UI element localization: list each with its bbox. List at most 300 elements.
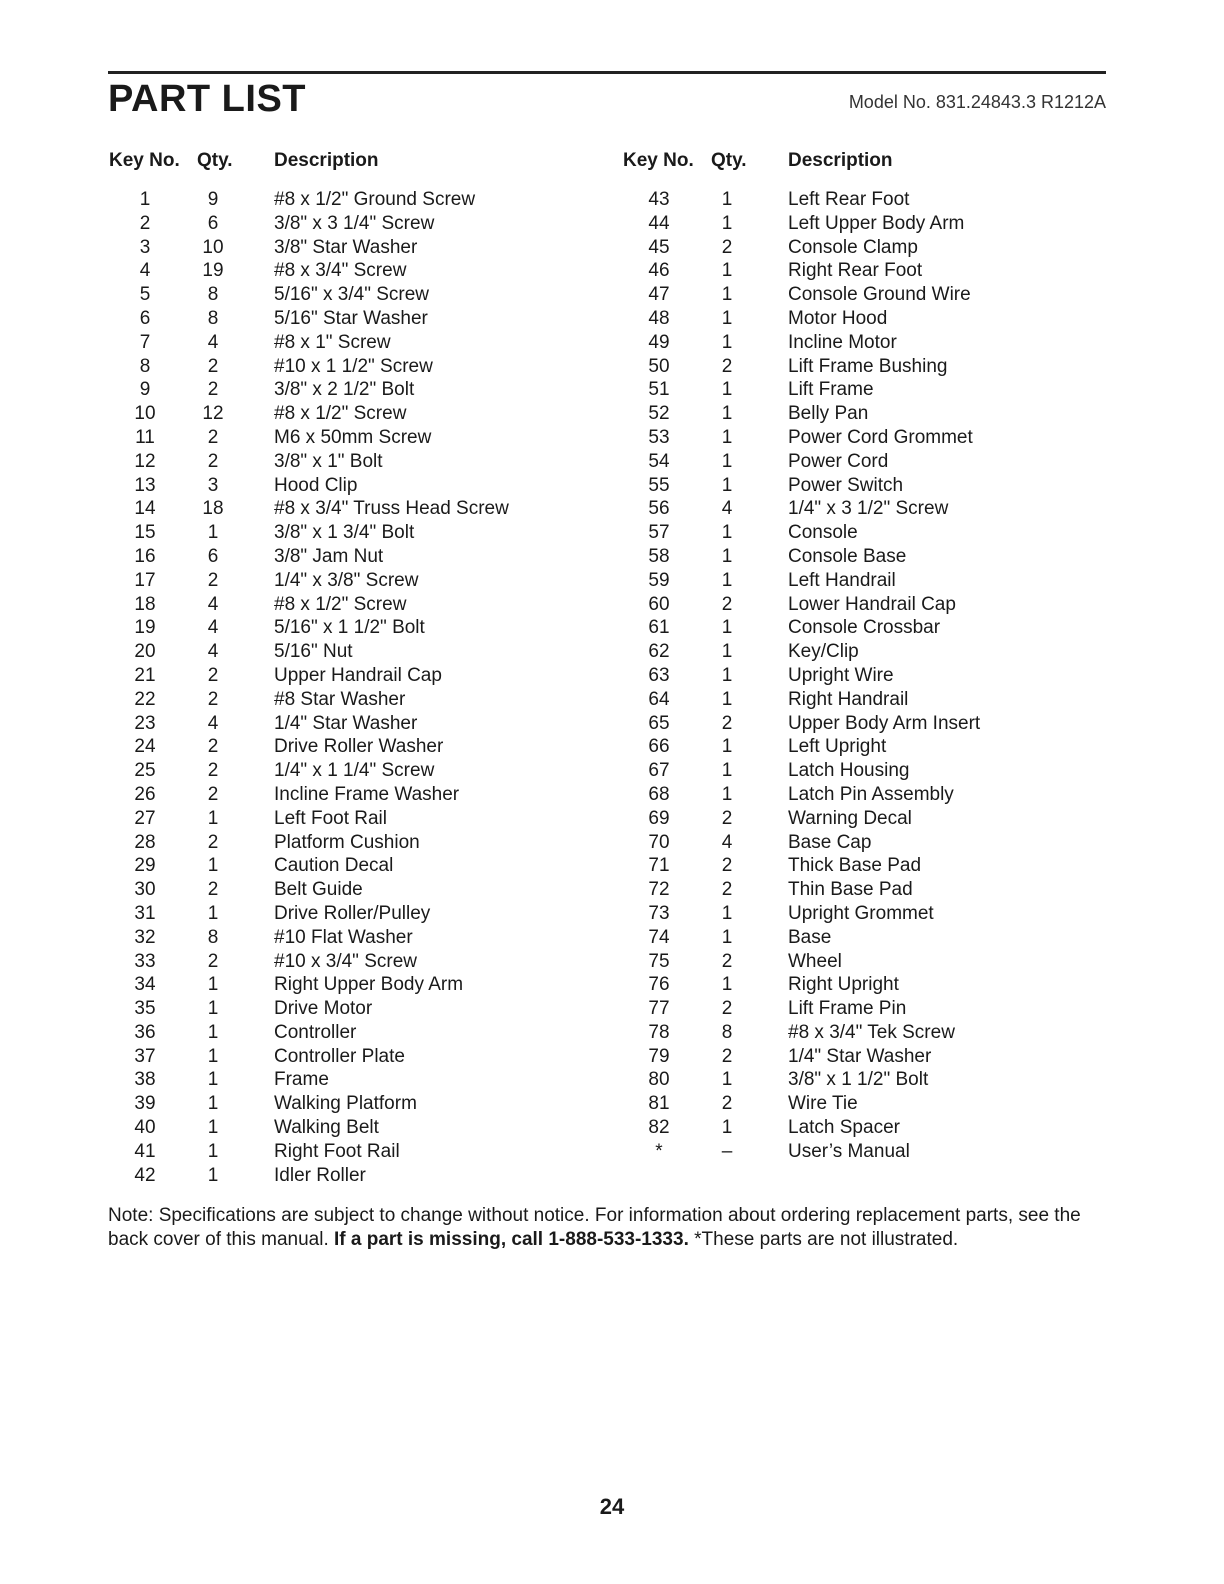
note [108, 1204, 1108, 1252]
part-key-number: 1 [139, 189, 151, 210]
part-row [629, 759, 1089, 783]
part-row [115, 640, 575, 664]
part-description: User’s Manual [788, 1140, 910, 1162]
part-key-number: 23 [134, 712, 156, 734]
part-description: Drive Roller Washer [274, 736, 444, 758]
part-row [115, 259, 575, 283]
part-description: #8 x 3/4" Tek Screw [788, 1021, 955, 1043]
part-description: #10 Flat Washer [274, 926, 413, 948]
part-row [629, 521, 1089, 545]
part-qty: 1 [207, 855, 219, 877]
part-description: Caution Decal [274, 855, 394, 877]
part-description: Walking Platform [274, 1093, 417, 1115]
part-key-number: 22 [134, 688, 156, 710]
part-key-number: 27 [134, 807, 156, 829]
part-row [629, 688, 1089, 712]
right-header-key: Key No. [623, 150, 694, 171]
part-description: Warning Decal [788, 807, 912, 829]
part-description: Hood Clip [274, 474, 358, 496]
part-key-number: 41 [134, 1140, 156, 1162]
part-description: 3/8" x 2 1/2" Bolt [274, 379, 415, 401]
part-description: Controller [274, 1021, 357, 1043]
part-qty: 1 [721, 284, 733, 306]
part-row [115, 1164, 575, 1188]
part-qty: 2 [207, 783, 219, 805]
part-key-number: 10 [134, 403, 156, 425]
part-key-number: 33 [134, 950, 156, 972]
part-qty: 2 [207, 831, 219, 853]
part-row [629, 640, 1089, 664]
part-row [115, 1140, 575, 1164]
part-key-number: 11 [135, 426, 155, 448]
right-header-qty: Qty. [711, 150, 747, 171]
part-qty: 1 [721, 1117, 733, 1139]
part-qty: 2 [721, 950, 733, 972]
part-key-number: 17 [134, 569, 156, 591]
note-not-illustrated: *These parts are not illustrated. [688, 1229, 959, 1250]
part-row [629, 854, 1089, 878]
part-qty: 2 [721, 1045, 733, 1067]
part-description: 3/8" Jam Nut [274, 545, 384, 567]
part-description: 3/8" x 1" Bolt [274, 450, 383, 472]
part-row [629, 735, 1089, 759]
part-row [629, 188, 1089, 212]
part-description: #8 x 1/2" Screw [274, 403, 407, 425]
part-qty: – [721, 1140, 733, 1162]
part-qty: 1 [207, 1140, 219, 1162]
part-description: Drive Roller/Pulley [274, 902, 431, 924]
part-qty: 1 [721, 783, 733, 805]
part-qty: 1 [721, 736, 733, 758]
part-row [115, 997, 575, 1021]
part-description: Console Clamp [788, 236, 918, 258]
part-key-number: 73 [648, 902, 670, 924]
part-row [629, 616, 1089, 640]
part-row [629, 474, 1089, 498]
part-description: Lower Handrail Cap [788, 593, 956, 615]
part-key-number: 70 [648, 831, 670, 853]
part-key-number: 28 [134, 831, 156, 853]
part-qty: 1 [207, 807, 219, 829]
part-key-number: 12 [134, 450, 156, 472]
part-description: Wheel [788, 950, 842, 972]
part-key-number: 64 [648, 688, 670, 710]
part-description: Key/Clip [788, 641, 859, 663]
part-row [629, 807, 1089, 831]
part-row [629, 973, 1089, 997]
part-description: #8 x 1/2" Screw [274, 593, 407, 615]
part-qty: 8 [207, 307, 219, 329]
part-key-number: 31 [134, 902, 156, 924]
part-description: Idler Roller [274, 1164, 366, 1186]
part-qty: 8 [207, 926, 219, 948]
part-description: Upper Body Arm Insert [788, 712, 981, 734]
part-row [629, 497, 1089, 521]
part-row [629, 1021, 1089, 1045]
part-key-number: 43 [648, 189, 670, 210]
part-row [629, 878, 1089, 902]
part-qty: 1 [207, 1117, 219, 1139]
part-key-number: 80 [648, 1069, 670, 1091]
part-row [115, 474, 575, 498]
part-description: Lift Frame Pin [788, 998, 907, 1020]
part-qty: 1 [721, 189, 733, 210]
part-row [115, 402, 575, 426]
part-row [629, 1116, 1089, 1140]
part-row [115, 378, 575, 402]
part-qty: 1 [207, 902, 219, 924]
part-key-number: 77 [648, 998, 670, 1020]
part-qty: 2 [721, 855, 733, 877]
part-description: Thick Base Pad [788, 855, 922, 877]
part-key-number: 58 [648, 545, 670, 567]
part-qty: 1 [721, 260, 733, 282]
part-key-number: 46 [648, 260, 670, 282]
part-key-number: 51 [648, 379, 670, 401]
part-description: Base Cap [788, 831, 872, 853]
part-key-number: 63 [648, 664, 670, 686]
part-qty: 1 [721, 450, 733, 472]
part-description: Incline Motor [788, 331, 897, 353]
part-key-number: 4 [139, 260, 151, 282]
part-key-number: 16 [134, 545, 156, 567]
part-row [115, 854, 575, 878]
part-description: Right Upright [788, 974, 899, 996]
part-key-number: 72 [648, 879, 670, 901]
part-qty: 1 [721, 926, 733, 948]
part-key-number: 55 [648, 474, 670, 496]
part-description: Power Cord [788, 450, 889, 472]
part-qty: 2 [207, 426, 219, 448]
part-key-number: 3 [139, 236, 151, 258]
part-row [115, 950, 575, 974]
part-qty: 1 [207, 1164, 219, 1186]
part-qty: 2 [721, 593, 733, 615]
part-key-number: 62 [648, 641, 670, 663]
part-qty: 1 [721, 902, 733, 924]
part-key-number: 29 [134, 855, 156, 877]
part-key-number: 39 [134, 1093, 156, 1115]
part-description: Left Foot Rail [274, 807, 387, 829]
part-key-number: 56 [648, 498, 670, 520]
part-qty: 1 [207, 1069, 219, 1091]
page-number: 24 [599, 1494, 625, 1519]
part-row [115, 735, 575, 759]
part-qty: 4 [207, 641, 219, 663]
part-description: 5/16" x 1 1/2" Bolt [274, 617, 425, 639]
part-key-number: 19 [134, 617, 156, 639]
part-key-number: 44 [648, 212, 670, 234]
part-qty: 1 [207, 1093, 219, 1115]
part-description: Left Upright [788, 736, 887, 758]
part-qty: 10 [202, 236, 224, 258]
part-qty: 6 [207, 545, 219, 567]
part-row [115, 593, 575, 617]
part-qty: 2 [207, 879, 219, 901]
part-key-number: 65 [648, 712, 670, 734]
part-row [115, 545, 575, 569]
part-qty: 1 [721, 426, 733, 448]
part-description: #8 x 3/4" Screw [274, 260, 407, 282]
part-key-number: 36 [134, 1021, 156, 1043]
header-rule [108, 71, 1106, 74]
part-key-number: 74 [648, 926, 670, 948]
part-qty: 1 [721, 974, 733, 996]
part-row [629, 1092, 1089, 1116]
part-description: Drive Motor [274, 998, 373, 1020]
part-qty: 4 [721, 498, 733, 520]
part-row [629, 997, 1089, 1021]
part-description: 3/8" x 1 1/2" Bolt [788, 1069, 929, 1091]
part-key-number: 54 [648, 450, 670, 472]
part-key-number: 13 [134, 474, 156, 496]
part-key-number: 71 [648, 855, 670, 877]
part-qty: 2 [721, 355, 733, 377]
part-key-number: 53 [648, 426, 670, 448]
part-description: Lift Frame [788, 379, 874, 401]
part-key-number: 82 [648, 1117, 670, 1139]
part-qty: 2 [721, 1093, 733, 1115]
part-description: 5/16" x 3/4" Screw [274, 284, 430, 306]
part-row [115, 497, 575, 521]
part-key-number: 34 [134, 974, 156, 996]
part-description: Thin Base Pad [788, 879, 913, 901]
part-qty: 4 [721, 831, 733, 853]
part-qty: 4 [207, 593, 219, 615]
page-title: PART LIST [108, 78, 307, 120]
part-key-number: 81 [648, 1093, 670, 1115]
part-qty: 1 [721, 641, 733, 663]
part-qty: 8 [207, 284, 219, 306]
part-qty: 12 [202, 403, 224, 425]
part-key-number: * [655, 1140, 663, 1162]
part-description: Platform Cushion [274, 831, 420, 853]
part-description: 1/4" Star Washer [788, 1045, 932, 1067]
part-qty: 1 [721, 379, 733, 401]
part-qty: 1 [207, 1045, 219, 1067]
part-row [629, 426, 1089, 450]
part-qty: 1 [721, 522, 733, 544]
part-qty: 1 [721, 403, 733, 425]
part-key-number: 45 [648, 236, 670, 258]
part-row [629, 712, 1089, 736]
part-key-number: 40 [134, 1117, 156, 1139]
part-description: Console [788, 522, 858, 544]
part-description: Right Upper Body Arm [274, 974, 464, 996]
part-row [115, 521, 575, 545]
right-parts-table [629, 188, 1089, 1164]
part-key-number: 49 [648, 331, 670, 353]
part-qty: 1 [721, 1069, 733, 1091]
part-key-number: 14 [134, 498, 156, 520]
left-header-description: Description [274, 150, 379, 171]
part-description: Power Switch [788, 474, 904, 496]
part-row [115, 926, 575, 950]
part-row [629, 1045, 1089, 1069]
part-qty: 1 [207, 522, 219, 544]
part-description: #10 x 1 1/2" Screw [274, 355, 433, 377]
part-qty: 4 [207, 617, 219, 639]
part-qty: 1 [721, 617, 733, 639]
part-description: Motor Hood [788, 307, 888, 329]
part-qty: 1 [721, 688, 733, 710]
part-row [629, 355, 1089, 379]
part-row [629, 259, 1089, 283]
part-row [629, 783, 1089, 807]
left-parts-table [115, 188, 575, 1187]
part-description: #10 x 3/4" Screw [274, 950, 417, 972]
part-description: Left Upper Body Arm [788, 212, 965, 234]
right-header-description: Description [788, 150, 893, 171]
part-row [629, 950, 1089, 974]
part-row [629, 283, 1089, 307]
part-description: Latch Spacer [788, 1117, 900, 1139]
part-qty: 2 [207, 450, 219, 472]
part-qty: 1 [721, 212, 733, 234]
part-key-number: 59 [648, 569, 670, 591]
part-key-number: 35 [134, 998, 156, 1020]
part-key-number: 20 [134, 641, 156, 663]
part-key-number: 21 [134, 664, 156, 686]
part-row [115, 331, 575, 355]
part-row [629, 569, 1089, 593]
part-description: Right Foot Rail [274, 1140, 400, 1162]
part-key-number: 25 [134, 760, 156, 782]
part-key-number: 61 [648, 617, 670, 639]
part-qty: 1 [721, 569, 733, 591]
part-key-number: 7 [139, 331, 151, 353]
part-description: 1/4" x 1 1/4" Screw [274, 760, 435, 782]
part-description: Lift Frame Bushing [788, 355, 948, 377]
part-description: Left Rear Foot [788, 189, 910, 210]
part-row [629, 926, 1089, 950]
part-description: Incline Frame Washer [274, 783, 460, 805]
part-qty: 2 [207, 950, 219, 972]
part-key-number: 67 [648, 760, 670, 782]
part-row [115, 1021, 575, 1045]
part-row [115, 1045, 575, 1069]
part-row [115, 450, 575, 474]
part-description: Power Cord Grommet [788, 426, 973, 448]
left-header-key: Key No. [109, 150, 180, 171]
part-row [115, 783, 575, 807]
part-row [629, 331, 1089, 355]
part-description: 1/4" x 3/8" Screw [274, 569, 419, 591]
part-qty: 2 [721, 998, 733, 1020]
part-description: Console Base [788, 545, 907, 567]
left-header-qty: Qty. [197, 150, 233, 171]
part-key-number: 5 [139, 284, 151, 306]
part-description: Belt Guide [274, 879, 363, 901]
part-key-number: 78 [648, 1021, 670, 1043]
part-key-number: 76 [648, 974, 670, 996]
part-description: Base [788, 926, 832, 948]
part-description: Upright Grommet [788, 902, 934, 924]
part-description: Controller Plate [274, 1045, 405, 1067]
part-row [629, 1140, 1089, 1164]
part-key-number: 6 [139, 307, 151, 329]
part-description: 1/4" Star Washer [274, 712, 418, 734]
part-qty: 6 [207, 212, 219, 234]
part-row [629, 402, 1089, 426]
part-key-number: 79 [648, 1045, 670, 1067]
part-description: Console Ground Wire [788, 284, 971, 306]
part-row [115, 307, 575, 331]
part-key-number: 2 [139, 212, 151, 234]
part-description: M6 x 50mm Screw [274, 426, 432, 448]
part-row [115, 712, 575, 736]
part-row [629, 902, 1089, 926]
part-key-number: 9 [139, 379, 151, 401]
part-key-number: 18 [134, 593, 156, 615]
part-row [629, 236, 1089, 260]
part-description: Latch Housing [788, 760, 910, 782]
model-number: Model No. 831.24843.3 R1212A [848, 92, 1106, 112]
part-key-number: 69 [648, 807, 670, 829]
part-row [629, 545, 1089, 569]
part-qty: 18 [202, 498, 224, 520]
part-description: 5/16" Star Washer [274, 307, 428, 329]
part-description: Latch Pin Assembly [788, 783, 954, 805]
part-qty: 2 [721, 236, 733, 258]
part-row [115, 902, 575, 926]
part-qty: 2 [207, 736, 219, 758]
part-description: #8 x 1" Screw [274, 331, 391, 353]
part-qty: 2 [207, 664, 219, 686]
part-description: Right Rear Foot [788, 260, 923, 282]
part-row [115, 236, 575, 260]
part-qty: 4 [207, 331, 219, 353]
part-key-number: 15 [134, 522, 156, 544]
part-key-number: 52 [648, 403, 670, 425]
part-row [629, 664, 1089, 688]
part-row [115, 664, 575, 688]
part-qty: 3 [207, 474, 219, 496]
part-row [115, 188, 575, 212]
missing-part-phone: If a part is missing, call 1-888-533-1333. [334, 1229, 689, 1250]
part-qty: 1 [721, 474, 733, 496]
part-key-number: 68 [648, 783, 670, 805]
part-description: 5/16" Nut [274, 641, 353, 663]
part-qty: 1 [721, 545, 733, 567]
part-key-number: 8 [139, 355, 151, 377]
part-key-number: 47 [648, 284, 670, 306]
part-row [115, 426, 575, 450]
part-description: Wire Tie [788, 1093, 858, 1115]
part-row [115, 1092, 575, 1116]
part-description: #8 x 1/2" Ground Screw [274, 189, 476, 210]
part-qty: 1 [721, 664, 733, 686]
part-qty: 2 [207, 760, 219, 782]
part-row [115, 688, 575, 712]
part-description: #8 Star Washer [274, 688, 406, 710]
part-description: Left Handrail [788, 569, 896, 591]
part-key-number: 42 [134, 1164, 156, 1186]
part-qty: 1 [721, 307, 733, 329]
part-qty: 1 [721, 331, 733, 353]
part-qty: 1 [207, 1021, 219, 1043]
part-description: 3/8" Star Washer [274, 236, 418, 258]
part-qty: 2 [721, 807, 733, 829]
part-row [115, 807, 575, 831]
part-qty: 19 [202, 260, 224, 282]
part-qty: 8 [721, 1021, 733, 1043]
part-qty: 2 [207, 355, 219, 377]
part-row [629, 212, 1089, 236]
part-row [115, 212, 575, 236]
part-qty: 4 [207, 712, 219, 734]
part-description: Walking Belt [274, 1117, 379, 1139]
